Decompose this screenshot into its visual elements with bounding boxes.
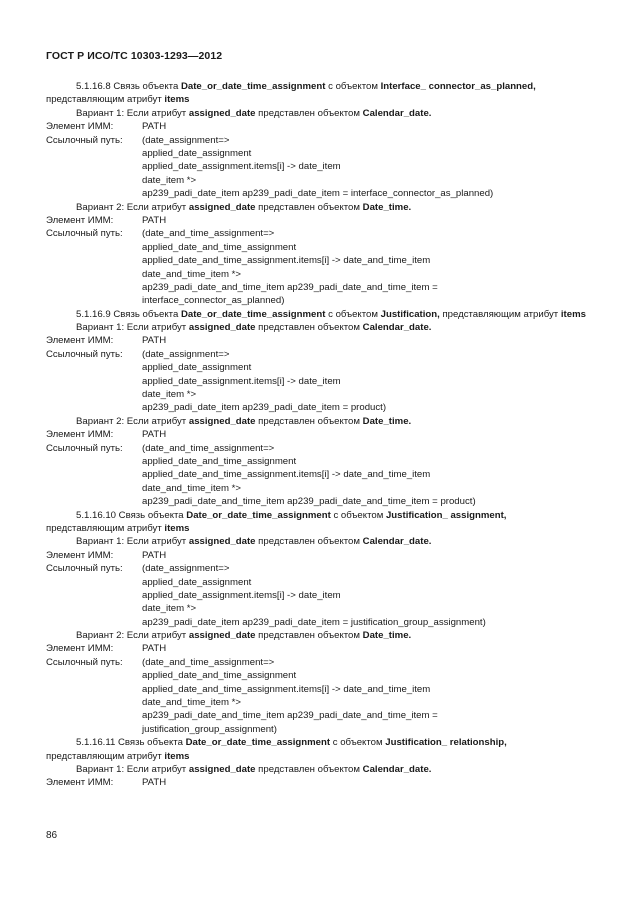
path-line: applied_date_assignment.items[i] -> date_item xyxy=(142,161,341,173)
attribute-name: items xyxy=(164,522,190,534)
attribute-name: assigned_date xyxy=(188,322,256,334)
target-object: Justification_ relationship, xyxy=(385,737,507,749)
section-number: 5.1.16.11 Связь объекта xyxy=(76,737,186,749)
ref-path-line xyxy=(46,227,586,240)
page-number: 86 xyxy=(46,830,58,841)
element-line xyxy=(46,776,586,789)
ref-path-label: Ссылочный путь: xyxy=(46,656,123,668)
entity-name: Calendar_date. xyxy=(362,536,432,548)
path-line: ap239_padi_date_and_time_item ap239_padi_date_and_time_item = product) xyxy=(142,496,476,508)
element-label: Элемент ИММ: xyxy=(46,549,114,561)
ref-path-label: Ссылочный путь: xyxy=(46,563,123,575)
attribute-name: items xyxy=(164,750,190,762)
connector-text: представлен объектом xyxy=(255,630,363,642)
entity-name: Date_time. xyxy=(362,630,412,642)
variant-line xyxy=(46,415,586,428)
section-heading xyxy=(46,308,586,321)
connector-text: представлен объектом xyxy=(255,322,363,334)
element-value: PATH xyxy=(142,335,167,347)
path-line: justification_group_assignment) xyxy=(142,723,277,735)
path-line: interface_connector_as_planned) xyxy=(142,295,285,307)
attribute-name: items xyxy=(560,308,586,320)
attribute-name: items xyxy=(164,94,190,106)
path-text: (date_assignment=> xyxy=(142,134,230,146)
target-object: Justification, xyxy=(380,308,440,320)
element-line xyxy=(46,428,586,441)
attribute-name: assigned_date xyxy=(188,415,256,427)
path-line: applied_date_assignment xyxy=(142,576,252,588)
connector-text: представлен объектом xyxy=(255,107,363,119)
path-line: applied_date_and_time_assignment.items[i] -> date_and_time_item xyxy=(142,683,431,695)
path-line: applied_date_and_time_assignment xyxy=(142,455,297,467)
ref-path-label: Ссылочный путь: xyxy=(46,442,123,454)
variant-line xyxy=(46,763,586,776)
path-line: date_item *> xyxy=(142,389,197,401)
element-line xyxy=(46,214,586,227)
variant-line xyxy=(46,201,586,214)
element-line xyxy=(46,642,586,655)
ref-path-label: Ссылочный путь: xyxy=(46,228,123,240)
connector-text: представлен объектом xyxy=(255,201,363,213)
attribute-name: assigned_date xyxy=(188,764,256,776)
ref-path-label: Ссылочный путь: xyxy=(46,134,123,146)
attribute-name: assigned_date xyxy=(188,630,256,642)
entity-name: Calendar_date. xyxy=(362,764,432,776)
object-name: Date_or_date_time_assignment xyxy=(186,509,331,521)
section-number: 5.1.16.10 Связь объекта xyxy=(76,509,187,521)
section-number: 5.1.16.9 Связь объекта xyxy=(76,308,181,320)
path-line: ap239_padi_date_item ap239_padi_date_item = product) xyxy=(142,402,387,414)
ref-path-line xyxy=(46,442,586,455)
path-line: applied_date_and_time_assignment.items[i] -> date_and_time_item xyxy=(142,255,431,267)
ref-path-line xyxy=(46,656,586,669)
object-name: Date_or_date_time_assignment xyxy=(180,308,326,320)
element-label: Элемент ИММ: xyxy=(46,214,114,226)
variant-line xyxy=(46,629,586,642)
target-object: Interface_ connector_as_planned, xyxy=(380,81,536,92)
element-value: PATH xyxy=(142,643,167,655)
connector-text: с объектом xyxy=(325,81,381,92)
section-heading xyxy=(46,509,586,536)
object-name: Date_or_date_time_assignment xyxy=(180,81,326,92)
variant-label: Вариант 2: Если атрибут xyxy=(76,415,189,427)
path-line: applied_date_and_time_assignment xyxy=(142,670,297,682)
path-line: applied_date_assignment xyxy=(142,362,252,374)
path-line: date_item *> xyxy=(142,174,197,186)
entity-name: Date_time. xyxy=(362,415,412,427)
variant-label: Вариант 2: Если атрибут xyxy=(76,630,189,642)
variant-line xyxy=(46,321,586,334)
connector-text: с объектом xyxy=(325,308,381,320)
variant-label: Вариант 1: Если атрибут xyxy=(76,107,189,119)
element-label: Элемент ИММ: xyxy=(46,335,114,347)
connector-text: представлен объектом xyxy=(255,764,363,776)
path-line: date_and_time_item *> xyxy=(142,268,241,280)
path-line: ap239_padi_date_item ap239_padi_date_item = interface_connector_as_planned) xyxy=(142,188,494,200)
element-line xyxy=(46,549,586,562)
path-line: ap239_padi_date_and_time_item ap239_padi_date_and_time_item = xyxy=(142,710,438,722)
section-heading xyxy=(46,736,586,763)
connector-text: с объектом xyxy=(330,737,386,749)
document-header: ГОСТ Р ИСО/ТС 10303-1293—2012 xyxy=(46,50,223,62)
path-text: (date_and_time_assignment=> xyxy=(142,656,275,668)
ref-path-line xyxy=(46,562,586,575)
connector-text: представляющим атрибут xyxy=(46,750,165,762)
element-line xyxy=(46,334,586,347)
element-label: Элемент ИММ: xyxy=(46,643,114,655)
path-line: applied_date_and_time_assignment.items[i] -> date_and_time_item xyxy=(142,469,431,481)
path-line: applied_date_assignment.items[i] -> date_item xyxy=(142,589,341,601)
element-value: PATH xyxy=(142,777,167,789)
path-line: applied_date_and_time_assignment xyxy=(142,241,297,253)
variant-label: Вариант 1: Если атрибут xyxy=(76,536,189,548)
element-value: PATH xyxy=(142,549,167,561)
connector-text: представляющим атрибут xyxy=(46,522,165,534)
variant-label: Вариант 1: Если атрибут xyxy=(76,764,189,776)
element-label: Элемент ИММ: xyxy=(46,777,114,789)
connector-text: представлен объектом xyxy=(255,536,363,548)
element-value: PATH xyxy=(142,429,167,441)
path-line: applied_date_assignment.items[i] -> date_item xyxy=(142,375,341,387)
path-text: (date_assignment=> xyxy=(142,563,230,575)
path-line: date_item *> xyxy=(142,603,197,615)
entity-name: Calendar_date. xyxy=(362,322,432,334)
path-text: (date_assignment=> xyxy=(142,348,230,360)
object-name: Date_or_date_time_assignment xyxy=(185,737,331,749)
path-line: date_and_time_item *> xyxy=(142,697,241,709)
path-line: ap239_padi_date_and_time_item ap239_padi_date_and_time_item = xyxy=(142,281,438,293)
target-object: Justification_ assignment, xyxy=(385,509,507,521)
variant-label: Вариант 2: Если атрибут xyxy=(76,201,189,213)
element-label: Элемент ИММ: xyxy=(46,121,114,133)
attribute-name: assigned_date xyxy=(188,536,256,548)
path-line: ap239_padi_date_item ap239_padi_date_item = justification_group_assignment) xyxy=(142,616,486,628)
variant-line xyxy=(46,535,586,548)
connector-text: представляющим атрибут xyxy=(46,94,165,106)
section-heading xyxy=(46,80,586,107)
element-value: PATH xyxy=(142,121,167,133)
attribute-name: assigned_date xyxy=(188,201,256,213)
path-text: (date_and_time_assignment=> xyxy=(142,442,275,454)
path-line: applied_date_assignment xyxy=(142,147,252,159)
variant-line xyxy=(46,107,586,120)
element-line xyxy=(46,120,586,133)
connector-text: представляющим атрибут xyxy=(439,308,561,320)
element-value: PATH xyxy=(142,214,167,226)
ref-path-line xyxy=(46,134,586,147)
section-number: 5.1.16.8 Связь объекта xyxy=(76,81,181,92)
variant-label: Вариант 1: Если атрибут xyxy=(76,322,189,334)
path-line: date_and_time_item *> xyxy=(142,482,241,494)
document-body xyxy=(46,80,586,790)
ref-path-line xyxy=(46,348,586,361)
entity-name: Date_time. xyxy=(362,201,412,213)
ref-path-label: Ссылочный путь: xyxy=(46,348,123,360)
connector-text: с объектом xyxy=(330,509,386,521)
path-text: (date_and_time_assignment=> xyxy=(142,228,275,240)
attribute-name: assigned_date xyxy=(188,107,256,119)
element-label: Элемент ИММ: xyxy=(46,429,114,441)
entity-name: Calendar_date. xyxy=(362,107,432,119)
connector-text: представлен объектом xyxy=(255,415,363,427)
